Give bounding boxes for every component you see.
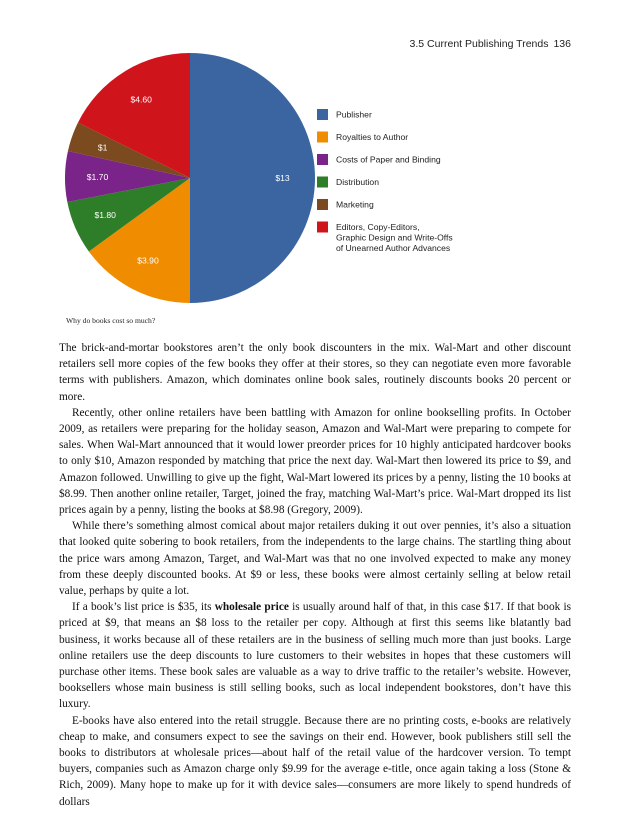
legend-label-4: Marketing [336,199,374,210]
legend-label-1: Royalties to Author [336,132,409,142]
pie-slice-label-4: $1 [97,142,108,153]
pie-slice-label-2: $1.80 [94,209,116,220]
pie-chart [0,0,630,330]
legend-swatch-5 [317,222,328,233]
term-wholesale-price: wholesale price [214,601,289,614]
p4-lead-in: If a book’s list price is $35, its [72,601,215,614]
chart-legend [317,109,453,253]
legend-label-5-line-1: Graphic Design and Write-Offs [336,232,453,243]
paragraph-2: Recently, other online retailers have been battling with Amazon for online bookselling profits. In October 2009, as retailers were preparing for the holiday season, Amazon and Wal-Mart were preparing to compete for sales. When Wal-Mart announced that it would lower preorder prices for 10 highly anticipated hardcover books to only $10, Amazon responded by matching that price the next day. Wal-Mart then lowered its price to $9, and Amazon followed. Unwilling to give up the fight, Wal-Mart lowered its prices by a penny, listing the 10 books at $8.99. Then another online retailer, Target, joined the fray, matching Wal-Mart’s price. Wal-Mart dropped its list prices again by a penny, listing the books at $8.98 (Gregory, 2009). [59,406,571,517]
pie-slice-label-3: $1.70 [86,171,109,182]
legend-swatch-1 [317,132,328,143]
legend-label-5-line-0: Editors, Copy-Editors, [336,222,420,232]
figure-caption: Why do books cost so much? [66,316,156,325]
pie-slice-label-0: $13 [275,173,290,183]
pie-slice-label-5: $4.60 [130,94,152,105]
pie-slice-label-1: $3.90 [137,255,159,266]
p4-continuation: is usually around half of that, in this case $17. If that book is priced at $9, that means an $8 loss to the retailer per copy. Although at first this seems like blatantly bad business, it works because all of these retailers are in the business of selling much more than just books. Large online retailers use the deep discounts to lure customers to their websites in hopes that these customers will purchase other items. These book sales are valuable as a way to drive traffic to the retailer’s website. However, booksellers whose main business is still selling books, such as local independent bookstores, don’t have this luxury. [59,601,571,711]
body-text [59,340,571,810]
legend-swatch-0 [317,109,328,120]
legend-label-0: Publisher [336,109,372,120]
paragraph-3: While there’s something almost comical about major retailers duking it out over pennies, it’s also a situation that looked quite sobering to book retailers, from the independents to the large chains. The startling thing about the price wars among Amazon, Target, and Wal-Mart was that no one involved expected to make any money from these deeply discounted books. At $9 or less, these books were almost certainly selling at below retail value, perhaps by quite a lot. [59,520,571,598]
legend-swatch-4 [317,199,328,210]
legend-swatch-2 [317,154,328,165]
page-number: 136 [553,38,571,50]
paragraph-5: E-books have also entered into the retail struggle. Because there are no printing costs, e-books are relatively cheap to make, and consumers expect to see the savings on their end. However, book publishers still sell the books to distributors at wholesale prices—about half of the retail value of the hardcover version. To tempt buyers, companies such as Amazon charge only $9.99 for the average e-title, once again taking a loss (Stone & Rich, 2009). Many hope to make up for it with device sales—consumers are more likely to spend hundreds of dollars [59,714,571,808]
legend-swatch-3 [317,177,328,188]
pie-slice-0 [190,53,315,303]
section-title: 3.5 Current Publishing Trends [409,38,549,50]
legend-label-2: Costs of Paper and Binding [336,154,441,165]
legend-label-3: Distribution [336,177,379,187]
paragraph-4 [59,599,571,712]
legend-label-5-line-2: of Unearned Author Advances [336,243,451,253]
paragraph-1: The brick-and-mortar bookstores aren’t the only book discounters in the mix. Wal-Mart and other discount retailers sell more copies of the few books they offer at their stores, so they can negotiate even more favorable terms with publishers. Amazon, which dominates online book sales, routinely discounts books 20 percent or more. [59,342,571,403]
